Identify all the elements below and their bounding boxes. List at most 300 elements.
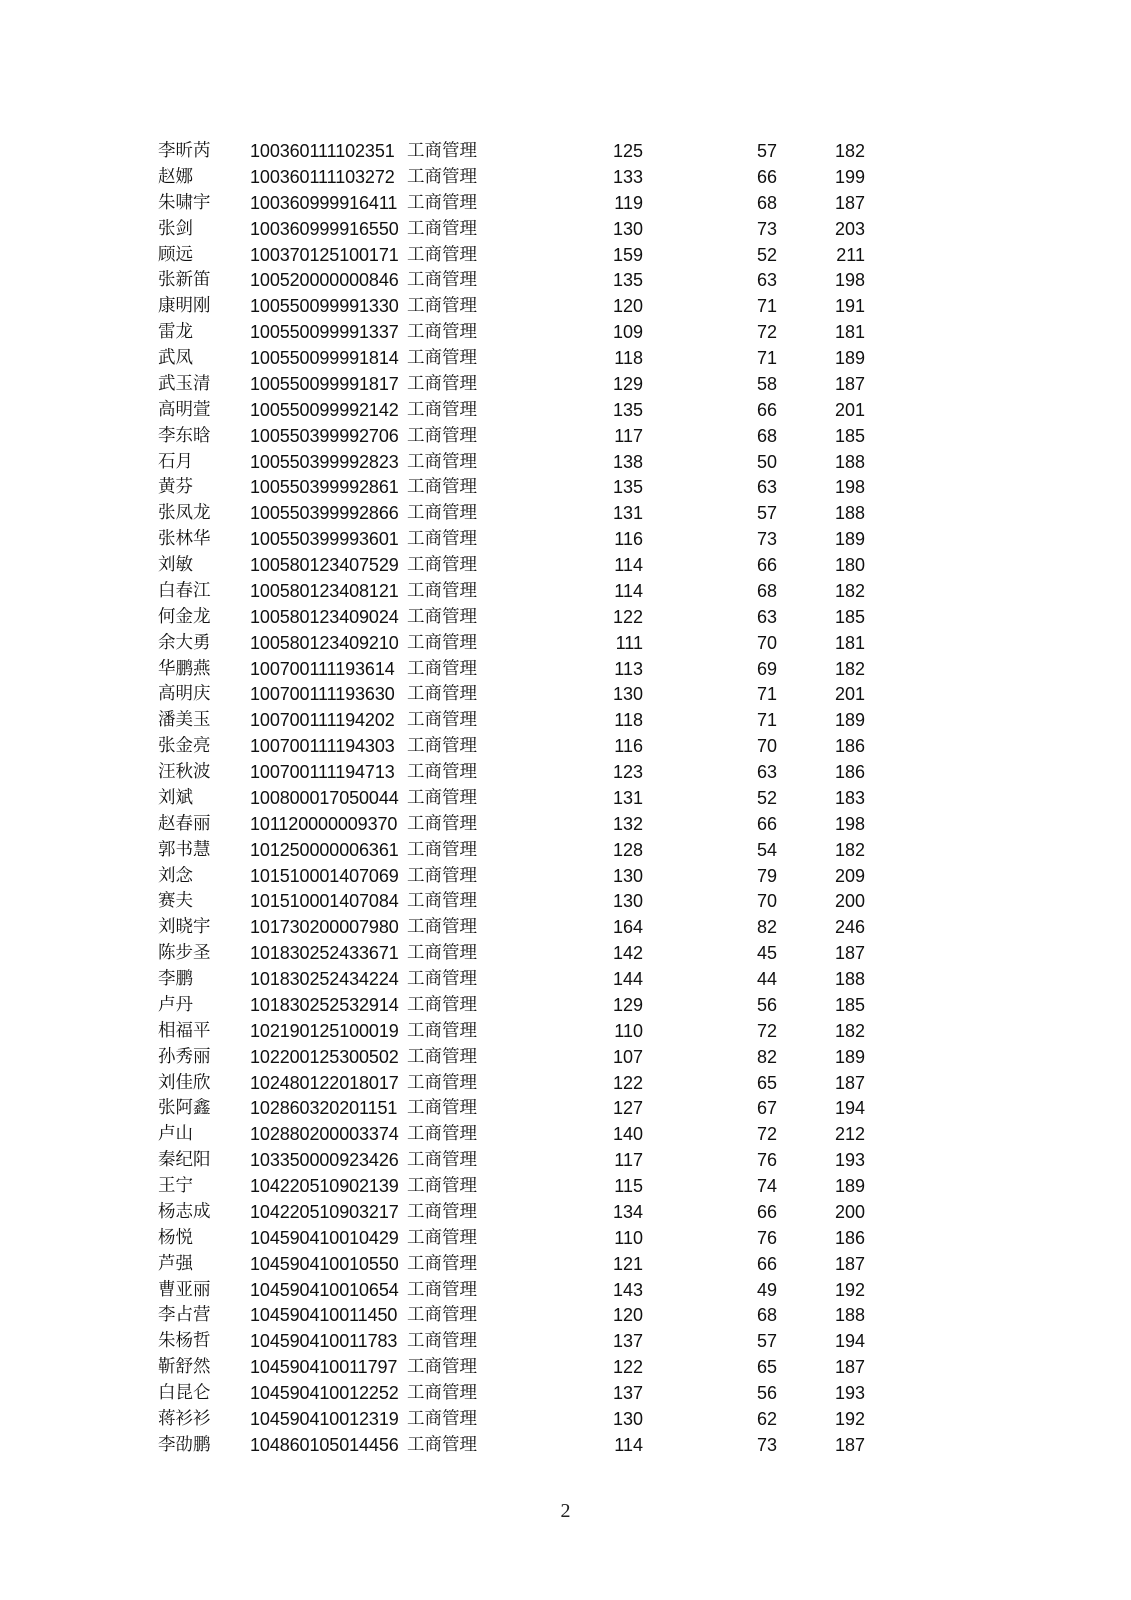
table-row: [158, 760, 865, 786]
candidate-id-cell: 100580123409024: [250, 606, 399, 627]
major-cell: 工商管理: [407, 1253, 477, 1274]
total-score-cell: 212: [834, 1124, 865, 1145]
score-2-cell: 56: [756, 994, 777, 1015]
table-row: [158, 864, 865, 890]
major-cell: 工商管理: [407, 813, 477, 834]
student-name-cell: 朱啸宇: [158, 192, 211, 213]
table-row: [158, 915, 865, 941]
score-2-cell: 70: [756, 632, 777, 653]
score-1-cell: 113: [614, 658, 643, 679]
major-cell: 工商管理: [407, 348, 477, 368]
student-name-cell: 白昆仑: [158, 1383, 211, 1403]
score-1-cell: 144: [612, 969, 643, 989]
student-name-cell: 朱杨哲: [158, 1331, 211, 1352]
score-2-cell: 45: [756, 943, 777, 964]
total-score-cell: 246: [834, 917, 865, 938]
major-cell: 工商管理: [407, 1072, 477, 1093]
major-cell: 工商管理: [407, 606, 477, 627]
score-1-cell: 130: [612, 218, 643, 239]
candidate-id-cell: 100550099991337: [250, 322, 399, 343]
score-2-cell: 71: [756, 710, 777, 731]
student-name-cell: 赵娜: [158, 166, 193, 187]
score-2-cell: 67: [756, 1098, 777, 1119]
score-2-cell: 72: [756, 322, 777, 343]
table-row: [158, 320, 865, 346]
total-score-cell: 192: [834, 1279, 865, 1300]
score-2-cell: 73: [756, 529, 777, 550]
total-score-cell: 182: [834, 1020, 865, 1041]
table-row: [158, 1381, 865, 1407]
candidate-id-cell: 104590410011797: [250, 1357, 398, 1378]
candidate-id-cell: 100700111194713: [250, 762, 395, 782]
total-score-cell: 189: [834, 1046, 865, 1067]
candidate-id-cell: 104590410011783: [250, 1331, 398, 1352]
total-score-cell: 189: [834, 529, 865, 550]
student-name-cell: 杨志成: [158, 1201, 211, 1222]
score-1-cell: 130: [612, 684, 643, 705]
score-2-cell: 72: [756, 1124, 777, 1145]
total-score-cell: 189: [834, 1176, 865, 1196]
candidate-id-cell: 104590410012252: [250, 1383, 399, 1403]
candidate-id-cell: 104220510903217: [250, 1201, 399, 1222]
major-cell: 工商管理: [407, 917, 477, 938]
candidate-id-cell: 100700111193630: [250, 684, 395, 705]
student-name-cell: 李占营: [158, 1305, 211, 1326]
score-2-cell: 63: [756, 270, 777, 291]
candidate-id-cell: 100700111194303: [250, 736, 395, 757]
score-2-cell: 66: [756, 813, 777, 834]
total-score-cell: 194: [834, 1331, 865, 1352]
major-cell: 工商管理: [407, 891, 477, 912]
total-score-cell: 181: [834, 322, 865, 343]
table-row: [158, 268, 865, 294]
candidate-id-cell: 101830252433671: [250, 943, 399, 964]
major-cell: 工商管理: [407, 218, 477, 239]
total-score-cell: 191: [834, 296, 865, 317]
major-cell: 工商管理: [407, 658, 477, 679]
table-row: [158, 605, 865, 631]
score-1-cell: 120: [612, 1305, 643, 1326]
score-2-cell: 70: [756, 736, 777, 757]
score-1-cell: 142: [612, 943, 643, 964]
student-name-cell: 刘晓宇: [158, 917, 211, 938]
major-cell: 工商管理: [407, 1434, 477, 1455]
candidate-id-cell: 100580123409210: [250, 632, 399, 653]
major-cell: 工商管理: [407, 736, 477, 757]
score-2-cell: 65: [756, 1357, 777, 1378]
student-name-cell: 刘斌: [158, 787, 193, 808]
major-cell: 工商管理: [407, 787, 477, 808]
student-name-cell: 刘佳欣: [158, 1072, 211, 1093]
candidate-id-cell: 100550399993601: [250, 529, 399, 550]
major-cell: 工商管理: [407, 477, 477, 498]
score-1-cell: 114: [614, 1434, 643, 1455]
total-score-cell: 193: [834, 1383, 865, 1403]
student-name-cell: 李劭鹏: [158, 1434, 211, 1455]
score-2-cell: 69: [756, 658, 777, 679]
score-2-cell: 76: [756, 1227, 777, 1248]
score-1-cell: 119: [614, 192, 643, 213]
score-2-cell: 63: [756, 762, 777, 782]
score-2-cell: 63: [756, 606, 777, 627]
student-name-cell: 张新笛: [158, 270, 211, 291]
student-name-cell: 高明萱: [158, 399, 211, 420]
total-score-cell: 182: [834, 658, 865, 679]
student-name-cell: 李鹏: [158, 969, 193, 989]
major-cell: 工商管理: [407, 1201, 477, 1222]
student-name-cell: 刘念: [158, 865, 193, 886]
table-row: [158, 139, 865, 165]
major-cell: 工商管理: [407, 529, 477, 550]
total-score-cell: 185: [834, 994, 865, 1015]
score-2-cell: 68: [756, 1305, 777, 1326]
candidate-id-cell: 100550099991330: [250, 296, 399, 317]
score-2-cell: 56: [756, 1383, 777, 1403]
total-score-cell: 201: [834, 399, 865, 420]
score-1-cell: 127: [612, 1098, 643, 1119]
score-1-cell: 132: [612, 813, 643, 834]
student-name-cell: 华鹏燕: [158, 658, 211, 679]
table-row: [158, 346, 865, 372]
student-name-cell: 赵春丽: [158, 813, 211, 834]
total-score-cell: 189: [834, 710, 865, 731]
table-row: [158, 812, 865, 838]
score-1-cell: 143: [612, 1279, 643, 1300]
total-score-cell: 189: [834, 348, 865, 368]
score-1-cell: 125: [612, 141, 643, 161]
total-score-cell: 203: [834, 218, 865, 239]
candidate-id-cell: 101830252434224: [250, 969, 399, 989]
major-cell: 工商管理: [407, 503, 477, 524]
score-1-cell: 114: [614, 580, 643, 601]
candidate-id-cell: 104590410010550: [250, 1253, 399, 1274]
student-name-cell: 孙秀丽: [158, 1046, 211, 1067]
score-1-cell: 120: [612, 296, 643, 317]
score-2-cell: 57: [756, 503, 777, 524]
score-1-cell: 109: [612, 322, 643, 343]
candidate-id-cell: 100360999916550: [250, 218, 399, 239]
score-1-cell: 159: [612, 244, 643, 265]
total-score-cell: 187: [834, 192, 865, 213]
score-2-cell: 70: [756, 891, 777, 912]
total-score-cell: 200: [834, 891, 865, 912]
table-row: [158, 1226, 865, 1252]
student-name-cell: 卢山: [158, 1124, 193, 1145]
table-row: [158, 1355, 865, 1381]
candidate-id-cell: 104590410012319: [250, 1408, 399, 1429]
table-row: [158, 527, 865, 553]
major-cell: 工商管理: [407, 580, 477, 601]
score-1-cell: 129: [612, 373, 643, 394]
score-2-cell: 71: [756, 348, 777, 368]
student-name-cell: 芦强: [158, 1253, 193, 1274]
major-cell: 工商管理: [407, 270, 477, 291]
score-2-cell: 66: [756, 555, 777, 575]
total-score-cell: 201: [834, 684, 865, 705]
total-score-cell: 198: [834, 270, 865, 291]
student-name-cell: 张凤龙: [158, 503, 211, 524]
major-cell: 工商管理: [407, 969, 477, 989]
score-1-cell: 111: [615, 632, 643, 653]
candidate-id-cell: 101830252532914: [250, 994, 399, 1015]
table-row: [158, 993, 865, 1019]
score-1-cell: 121: [612, 1253, 643, 1274]
score-1-cell: 135: [612, 477, 643, 498]
total-score-cell: 186: [834, 736, 865, 757]
total-score-cell: 199: [834, 166, 865, 187]
score-2-cell: 66: [756, 399, 777, 420]
candidate-id-cell: 102860320201151: [250, 1098, 398, 1119]
score-1-cell: 118: [614, 710, 643, 731]
table-row: [158, 1096, 865, 1122]
score-2-cell: 44: [756, 969, 777, 989]
major-cell: 工商管理: [407, 166, 477, 187]
table-row: [158, 889, 865, 915]
major-cell: 工商管理: [407, 1279, 477, 1300]
score-1-cell: 140: [612, 1124, 643, 1145]
score-2-cell: 68: [756, 580, 777, 601]
table-row: [158, 1433, 865, 1459]
major-cell: 工商管理: [407, 141, 477, 161]
candidate-id-cell: 100550099991817: [250, 373, 399, 394]
student-name-cell: 蒋衫衫: [158, 1408, 211, 1429]
score-1-cell: 130: [612, 891, 643, 912]
major-cell: 工商管理: [407, 399, 477, 420]
major-cell: 工商管理: [407, 1124, 477, 1145]
student-name-cell: 李东晗: [158, 425, 211, 446]
major-cell: 工商管理: [407, 1305, 477, 1326]
total-score-cell: 193: [834, 1150, 865, 1171]
student-name-cell: 张金亮: [158, 736, 211, 757]
table-row: [158, 967, 865, 993]
score-1-cell: 129: [612, 994, 643, 1015]
student-name-cell: 杨悦: [158, 1227, 193, 1248]
score-2-cell: 57: [756, 141, 777, 161]
candidate-id-cell: 100360111102351: [250, 141, 395, 161]
score-2-cell: 68: [756, 425, 777, 446]
score-2-cell: 79: [756, 865, 777, 886]
score-1-cell: 107: [612, 1046, 643, 1067]
student-name-cell: 卢丹: [158, 994, 193, 1015]
major-cell: 工商管理: [407, 1020, 477, 1041]
major-cell: 工商管理: [407, 1046, 477, 1067]
student-name-cell: 郭书慧: [158, 839, 211, 860]
score-2-cell: 72: [756, 1020, 777, 1041]
total-score-cell: 186: [834, 1227, 865, 1248]
table-row: [158, 631, 865, 657]
candidate-id-cell: 103350000923426: [250, 1150, 399, 1171]
student-name-cell: 汪秋波: [158, 762, 211, 782]
student-name-cell: 曹亚丽: [158, 1279, 211, 1300]
candidate-id-cell: 100550399992866: [250, 503, 399, 524]
score-2-cell: 58: [756, 373, 777, 394]
total-score-cell: 188: [834, 969, 865, 989]
candidate-id-cell: 102480122018017: [250, 1072, 399, 1093]
score-2-cell: 73: [756, 1434, 777, 1455]
candidate-id-cell: 104860105014456: [250, 1434, 399, 1455]
score-table: [158, 139, 865, 1459]
student-name-cell: 李昕芮: [158, 141, 211, 161]
total-score-cell: 187: [834, 1357, 865, 1378]
table-row: [158, 1045, 865, 1071]
score-2-cell: 71: [756, 684, 777, 705]
major-cell: 工商管理: [407, 296, 477, 317]
score-2-cell: 73: [756, 218, 777, 239]
candidate-id-cell: 100800017050044: [250, 787, 399, 808]
student-name-cell: 黄芬: [158, 477, 193, 498]
candidate-id-cell: 100550099991814: [250, 348, 399, 368]
score-2-cell: 71: [756, 296, 777, 317]
table-row: [158, 475, 865, 501]
major-cell: 工商管理: [407, 1227, 477, 1248]
table-row: [158, 1407, 865, 1433]
score-2-cell: 74: [756, 1176, 777, 1196]
major-cell: 工商管理: [407, 192, 477, 213]
major-cell: 工商管理: [407, 994, 477, 1015]
score-1-cell: 123: [612, 762, 643, 782]
major-cell: 工商管理: [407, 1408, 477, 1429]
major-cell: 工商管理: [407, 1357, 477, 1378]
student-name-cell: 秦纪阳: [158, 1150, 211, 1171]
score-1-cell: 122: [612, 606, 643, 627]
major-cell: 工商管理: [407, 710, 477, 731]
candidate-id-cell: 104590410010654: [250, 1279, 399, 1300]
score-1-cell: 122: [612, 1357, 643, 1378]
candidate-id-cell: 100360111103272: [250, 166, 395, 187]
score-2-cell: 66: [756, 1253, 777, 1274]
major-cell: 工商管理: [407, 555, 477, 575]
score-1-cell: 137: [612, 1331, 643, 1352]
score-1-cell: 115: [614, 1176, 643, 1196]
major-cell: 工商管理: [407, 1150, 477, 1171]
candidate-id-cell: 102200125300502: [250, 1046, 399, 1067]
table-row: [158, 1122, 865, 1148]
student-name-cell: 余大勇: [158, 632, 211, 653]
score-2-cell: 52: [756, 244, 777, 265]
score-2-cell: 82: [756, 917, 777, 938]
candidate-id-cell: 104220510902139: [250, 1176, 399, 1196]
candidate-id-cell: 100580123407529: [250, 555, 399, 575]
score-1-cell: 117: [614, 1150, 643, 1171]
score-1-cell: 116: [614, 736, 643, 757]
table-row: [158, 1303, 865, 1329]
total-score-cell: 186: [834, 762, 865, 782]
total-score-cell: 187: [834, 373, 865, 394]
score-1-cell: 138: [612, 451, 643, 472]
table-row: [158, 1071, 865, 1097]
score-2-cell: 82: [756, 1046, 777, 1067]
candidate-id-cell: 101510001407069: [250, 865, 399, 886]
candidate-id-cell: 100370125100171: [250, 244, 399, 265]
total-score-cell: 198: [834, 813, 865, 834]
score-1-cell: 128: [612, 839, 643, 860]
score-1-cell: 130: [612, 1408, 643, 1429]
score-2-cell: 50: [756, 451, 777, 472]
total-score-cell: 194: [834, 1098, 865, 1119]
score-2-cell: 57: [756, 1331, 777, 1352]
total-score-cell: 211: [836, 244, 865, 265]
score-2-cell: 66: [756, 166, 777, 187]
total-score-cell: 180: [834, 555, 865, 575]
total-score-cell: 188: [834, 451, 865, 472]
student-name-cell: 顾远: [158, 244, 193, 265]
candidate-id-cell: 102190125100019: [250, 1020, 399, 1041]
student-name-cell: 靳舒然: [158, 1357, 211, 1378]
student-name-cell: 白春江: [158, 580, 211, 601]
total-score-cell: 200: [834, 1201, 865, 1222]
table-row: [158, 734, 865, 760]
student-name-cell: 赛夫: [158, 891, 193, 912]
major-cell: 工商管理: [407, 943, 477, 964]
candidate-id-cell: 101730200007980: [250, 917, 399, 938]
score-2-cell: 52: [756, 787, 777, 808]
score-2-cell: 68: [756, 192, 777, 213]
score-2-cell: 65: [756, 1072, 777, 1093]
candidate-id-cell: 100360999916411: [250, 192, 398, 213]
candidate-id-cell: 101120000009370: [250, 813, 398, 834]
score-1-cell: 133: [612, 166, 643, 187]
score-1-cell: 118: [614, 348, 643, 368]
total-score-cell: 192: [834, 1408, 865, 1429]
table-row: [158, 1019, 865, 1045]
student-name-cell: 康明刚: [158, 296, 211, 317]
candidate-id-cell: 104590410011450: [250, 1305, 398, 1326]
table-row: [158, 243, 865, 269]
table-row: [158, 579, 865, 605]
score-1-cell: 134: [612, 1201, 643, 1222]
table-row: [158, 1329, 865, 1355]
major-cell: 工商管理: [407, 632, 477, 653]
score-2-cell: 76: [756, 1150, 777, 1171]
table-row: [158, 786, 865, 812]
score-table-body: [158, 139, 865, 1459]
candidate-id-cell: 104590410010429: [250, 1227, 399, 1248]
total-score-cell: 185: [834, 606, 865, 627]
major-cell: 工商管理: [407, 425, 477, 446]
major-cell: 工商管理: [407, 684, 477, 705]
table-row: [158, 372, 865, 398]
table-row: [158, 1278, 865, 1304]
student-name-cell: 雷龙: [158, 322, 193, 343]
student-name-cell: 刘敏: [158, 555, 193, 575]
total-score-cell: 209: [834, 865, 865, 886]
candidate-id-cell: 102880200003374: [250, 1124, 399, 1145]
total-score-cell: 187: [834, 1434, 865, 1455]
student-name-cell: 武玉清: [158, 373, 211, 394]
table-row: [158, 424, 865, 450]
student-name-cell: 王宁: [158, 1176, 193, 1196]
major-cell: 工商管理: [407, 322, 477, 343]
total-score-cell: 187: [834, 1253, 865, 1274]
total-score-cell: 182: [834, 141, 865, 161]
table-row: [158, 294, 865, 320]
student-name-cell: 石月: [158, 451, 193, 472]
table-row: [158, 398, 865, 424]
score-1-cell: 137: [612, 1383, 643, 1403]
score-1-cell: 164: [612, 917, 643, 938]
table-row: [158, 1148, 865, 1174]
score-1-cell: 117: [614, 425, 643, 446]
table-row: [158, 1252, 865, 1278]
score-1-cell: 135: [612, 270, 643, 291]
candidate-id-cell: 100550099992142: [250, 399, 399, 420]
student-name-cell: 高明庆: [158, 684, 211, 705]
major-cell: 工商管理: [407, 1176, 477, 1196]
table-row: [158, 501, 865, 527]
table-row: [158, 191, 865, 217]
table-row: [158, 553, 865, 579]
candidate-id-cell: 100550399992706: [250, 425, 399, 446]
